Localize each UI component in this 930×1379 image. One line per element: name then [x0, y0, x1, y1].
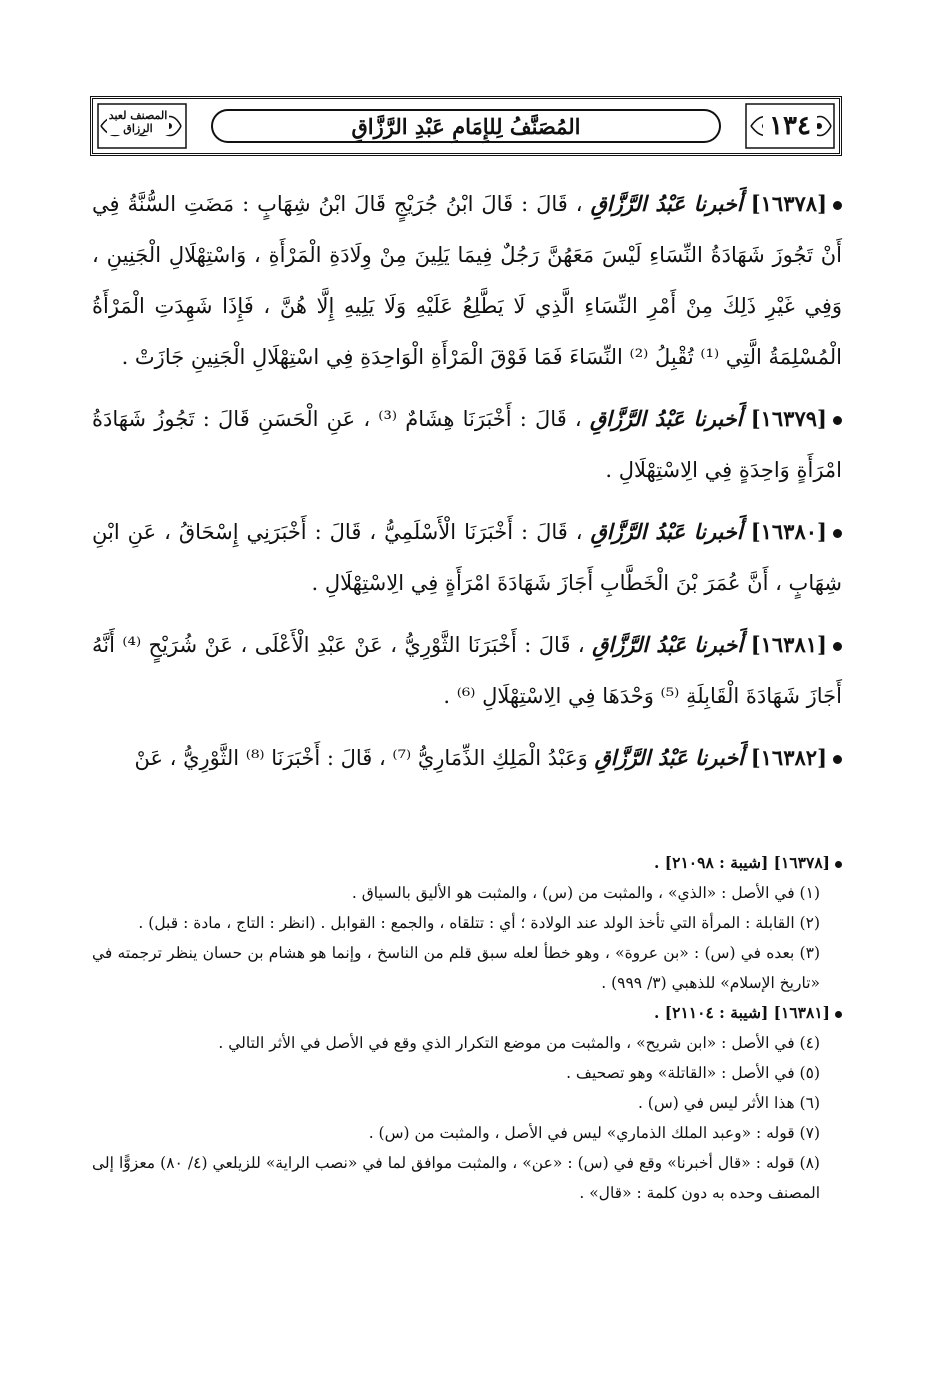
bullet-icon [833, 201, 842, 210]
hadith-text: ، قَالَ : أَخْبَرَنَا الْأَسْلَمِيُّ ، قَالَ : أَخْبَرَنِي إِسْحَاقُ ، عَنِ ابْنِ شِهَابٍ ، أَنَّ عُمَرَ بْنَ الْخَطَّابِ أَجَازَ شَهَادَةَ امْرَأَةٍ فِي الِاسْتِهْلَالِ . [92, 520, 842, 595]
source-reference [92, 848, 842, 878]
bullet-icon [833, 529, 842, 538]
hadith-16381 [92, 619, 842, 722]
footnote-3: (٣) بعده في (س) : «بن عروة» ، وهو خطأ لعله سبق قلم من الناسخ ، وإنما هو هشام بن حسان ينظر ترجمته في «تاريخ الإسلام» للذهبي (٣/ ٩٩٩) . [92, 944, 820, 992]
hadith-text: ، قَالَ : قَالَ ابْنُ جُرَيْجٍ قَالَ ابْنُ شِهَابٍ : مَضَتِ السُّنَّةُ فِي أَنْ تَجُوزَ شَهَادَةُ النِّسَاءِ لَيْسَ مَعَهُنَّ رَجُلٌ فِيمَا يَلِينَ مِنْ وِلَادَةِ الْمَرْأَةِ ، وَاسْتِهْلَالِ الْجَنِينِ ، وَفِي غَيْرِ ذَلِكَ مِنْ أَمْرِ النِّسَاءِ الَّذِي لَا يَطَّلِعُ عَلَيْهِ وَلَا يَلِيهِ إِلَّا هُنَّ ، فَإِذَا شَهِدَتِ الْمَرْأَةُ الْمُسْلِمَةُ الَّتِي ⁽¹⁾ تُقْبِلُ ⁽²⁾ النِّسَاءَ فَمَا فَوْقَ الْمَرْأَةِ الْوَاحِدَةِ فِي اسْتِهْلَالِ الْجَنِينِ جَازَتْ . [92, 192, 842, 369]
isnad: أَخبرنا عَبْدُ الرَّزَّاقِ [594, 745, 745, 770]
page-number: ١٣٤ [763, 111, 817, 141]
footnote-8: (٨) قوله : «قال أخبرنا» وقع في (س) : «عن» ، والمثبت موافق لما في «نصب الراية» للزيلعي (٤/ ٨٠) معزوًّا إلى المصنف وحده به دون كلمة : «قال» . [92, 1154, 820, 1202]
bullet-icon [833, 755, 842, 764]
main-text [92, 178, 842, 794]
source-text: [١٦٣٧٨] [شيبة : ٢١٠٩٨] . [654, 853, 830, 872]
footnote-2: (٢) القابلة : المرأة التي تأخذ الولد عند الولادة ؛ أي : تتلقاه ، والجمع : القوابل . (انظر : التاج ، مادة : قبل) . [138, 914, 820, 932]
isnad: أَخبرنا عَبْدُ الرَّزَّاقِ [590, 519, 743, 544]
footnote-6: (٦) هذا الأثر ليس في (س) . [637, 1094, 820, 1112]
hadith-number: [١٦٣٨٠] [750, 519, 827, 544]
hadith-number: [١٦٣٧٨] [750, 191, 827, 216]
bullet-icon [835, 1011, 842, 1018]
bullet-icon [833, 642, 842, 651]
source-text: [١٦٣٨١] [شيبة : ٢١١٠٤] . [654, 1003, 830, 1022]
bullet-icon [833, 416, 842, 425]
isnad: أَخبرنا عَبْدُ الرَّزَّاقِ [592, 632, 744, 657]
isnad: أَخبرنا عَبْدُ الرَّزَّاقِ [589, 406, 743, 431]
hadith-text: وَعَبْدُ الْمَلِكِ الذِّمَارِيُّ ⁽⁷⁾ ، قَالَ : أَخْبَرَنَا ⁽⁸⁾ الثَّوْرِيُّ ، عَنْ [134, 746, 588, 770]
footnote-5: (٥) في الأصل : «القاتلة» وهو تصحيف . [566, 1064, 820, 1082]
hadith-16380 [92, 506, 842, 609]
isnad: أَخبرنا عَبْدُ الرَّزَّاقِ [590, 191, 743, 216]
hadith-number: [١٦٣٧٩] [750, 406, 827, 431]
hadith-number: [١٦٣٨١] [750, 632, 827, 657]
hadith-text: ، قَالَ : أَخْبَرَنَا هِشَامٌ ⁽³⁾ ، عَنِ الْحَسَنِ قَالَ : تَجُوزُ شَهَادَةُ امْرَأَةٍ وَاحِدَةٍ فِي الِاسْتِهْلَالِ . [92, 407, 842, 482]
source-reference [92, 998, 842, 1028]
hadith-16382 [92, 732, 842, 784]
hadith-text: ، قَالَ : أَخْبَرَنَا الثَّوْرِيُّ ، عَنْ عَبْدِ الْأَعْلَى ، عَنْ شُرَيْحٍ ⁽⁴⁾ أَنَّهُ أَجَازَ شَهَادَةَ الْقَابِلَةِ ⁽⁵⁾ وَحْدَهَا فِي الِاسْتِهْلَالِ ⁽⁶⁾ . [92, 633, 842, 708]
footnotes [92, 848, 842, 1208]
logo-seal: المصنف لعبد الرزاق [108, 109, 168, 135]
title-cartouche [211, 109, 721, 143]
footnote-7: (٧) قوله : «وعبد الملك الذماري» ليس في الأصل ، والمثبت من (س) . [368, 1124, 820, 1142]
running-title: المُصَنَّفُ لِلإِمَامِ عَبْدِ الرَّزَّاقِ [351, 113, 581, 139]
page-header [90, 96, 842, 156]
footnote-1: (١) في الأصل : «الذي» ، والمثبت من (س) ، والمثبت هو الأليق بالسياق . [351, 884, 820, 902]
footnote-4: (٤) في الأصل : «ابن شريح» ، والمثبت من موضع التكرار الذي وقع في الأصل في الأثر التالي . [218, 1034, 820, 1052]
hadith-16379 [92, 393, 842, 496]
hadith-number: [١٦٣٨٢] [750, 745, 827, 770]
bullet-icon [835, 861, 842, 868]
hadith-16378 [92, 178, 842, 383]
